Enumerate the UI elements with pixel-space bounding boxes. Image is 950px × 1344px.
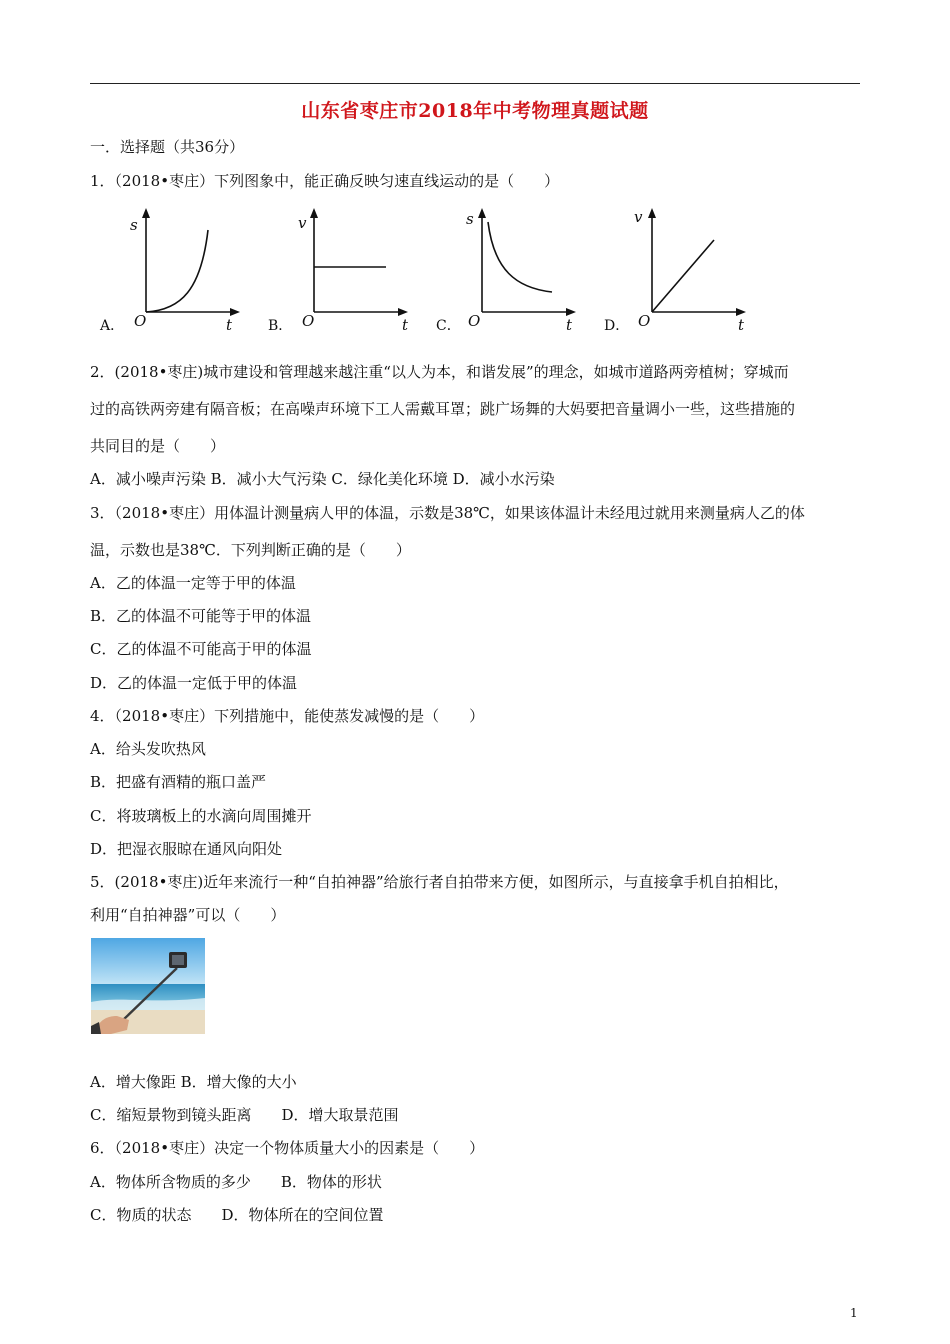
- graph-b-x-label: t: [402, 316, 409, 334]
- question-4-option-b: B．把盛有酒精的瓶口盖严: [90, 773, 267, 791]
- graph-d-y-label: v: [634, 208, 643, 226]
- graph-c: [478, 208, 576, 316]
- graph-b: [310, 208, 408, 316]
- question-1: 1．（2018•枣庄）下列图象中，能正确反映匀速直线运动的是（ ）: [90, 172, 560, 190]
- question-2-line-1: 2．(2018•枣庄)城市建设和管理越来越注重“以人为本，和谐发展”的理念，如城市道路两旁植树；穿城而: [90, 363, 789, 381]
- graph-c-y-label: s: [466, 210, 474, 228]
- graph-a-x-label: t: [226, 316, 233, 334]
- graph-a-origin: O: [134, 312, 147, 330]
- selfie-stick-photo: [91, 938, 205, 1034]
- question-4-option-a: A．给头发吹热风: [90, 740, 206, 758]
- graph-b-origin: O: [302, 312, 315, 330]
- question-3-option-a: A．乙的体温一定等于甲的体温: [90, 574, 296, 592]
- page-title: 山东省枣庄市2018年中考物理真题试题: [301, 100, 649, 122]
- graph-d-origin: O: [638, 312, 651, 330]
- question-3-option-b: B．乙的体温不可能等于甲的体温: [90, 607, 312, 625]
- graph-c-option: C．: [436, 318, 461, 334]
- page-number: 1: [850, 1306, 858, 1320]
- question-6-options-line-1: A．物体所含物质的多少 B．物体的形状: [90, 1173, 382, 1191]
- graph-b-y-label: v: [298, 214, 307, 232]
- question-2-line-2: 过的高铁两旁建有隔音板；在高噪声环境下工人需戴耳罩；跳广场舞的大妈要把音量调小一些，这些措施的: [90, 400, 796, 418]
- question-2-options: A．减小噪声污染 B．减小大气污染 C．绿化美化环境 D．减小水污染: [90, 470, 555, 488]
- graph-c-origin: O: [468, 312, 481, 330]
- question-3-option-c: C．乙的体温不可能高于甲的体温: [90, 640, 312, 658]
- question-2-line-3: 共同目的是（ ）: [90, 437, 226, 455]
- question-3-line-1: 3．（2018•枣庄）用体温计测量病人甲的体温，示数是38℃，如果该体温计未经甩过就用来测量病人乙的体: [90, 504, 805, 522]
- graph-d: [648, 208, 746, 316]
- graph-d-option: D．: [604, 318, 630, 334]
- section-heading: 一．选择题（共36分）: [90, 138, 245, 156]
- question-6-options-line-2: C．物质的状态 D．物体所在的空间位置: [90, 1206, 384, 1224]
- graph-d-x-label: t: [738, 316, 745, 334]
- question-4-option-c: C．将玻璃板上的水滴向周围摊开: [90, 807, 312, 825]
- question-3-line-2: 温，示数也是38℃．下列判断正确的是（ ）: [90, 541, 411, 559]
- graph-a-y-label: s: [130, 216, 138, 234]
- question-4-option-d: D．把湿衣服晾在通风向阳处: [90, 840, 283, 858]
- question-3-option-d: D．乙的体温一定低于甲的体温: [90, 674, 298, 692]
- header-rule: [90, 83, 860, 84]
- question-5-options-line-2: C．缩短景物到镜头距离 D．增大取景范围: [90, 1106, 399, 1124]
- question-5-options-line-1: A．增大像距 B．增大像的大小: [90, 1073, 297, 1091]
- graph-b-option: B．: [268, 318, 293, 334]
- question-4: 4．（2018•枣庄）下列措施中，能使蒸发减慢的是（ ）: [90, 707, 485, 725]
- q1-graphs: [96, 200, 776, 340]
- graph-a: [142, 208, 240, 316]
- question-5-line-1: 5．(2018•枣庄)近年来流行一种“自拍神器”给旅行者自拍带来方便，如图所示，与直接拿手机自拍相比，: [90, 873, 789, 891]
- question-5-line-2: 利用“自拍神器”可以（ ）: [90, 906, 286, 924]
- question-6: 6．（2018•枣庄）决定一个物体质量大小的因素是（ ）: [90, 1139, 485, 1157]
- graph-c-x-label: t: [566, 316, 573, 334]
- graph-a-option: A．: [100, 318, 125, 334]
